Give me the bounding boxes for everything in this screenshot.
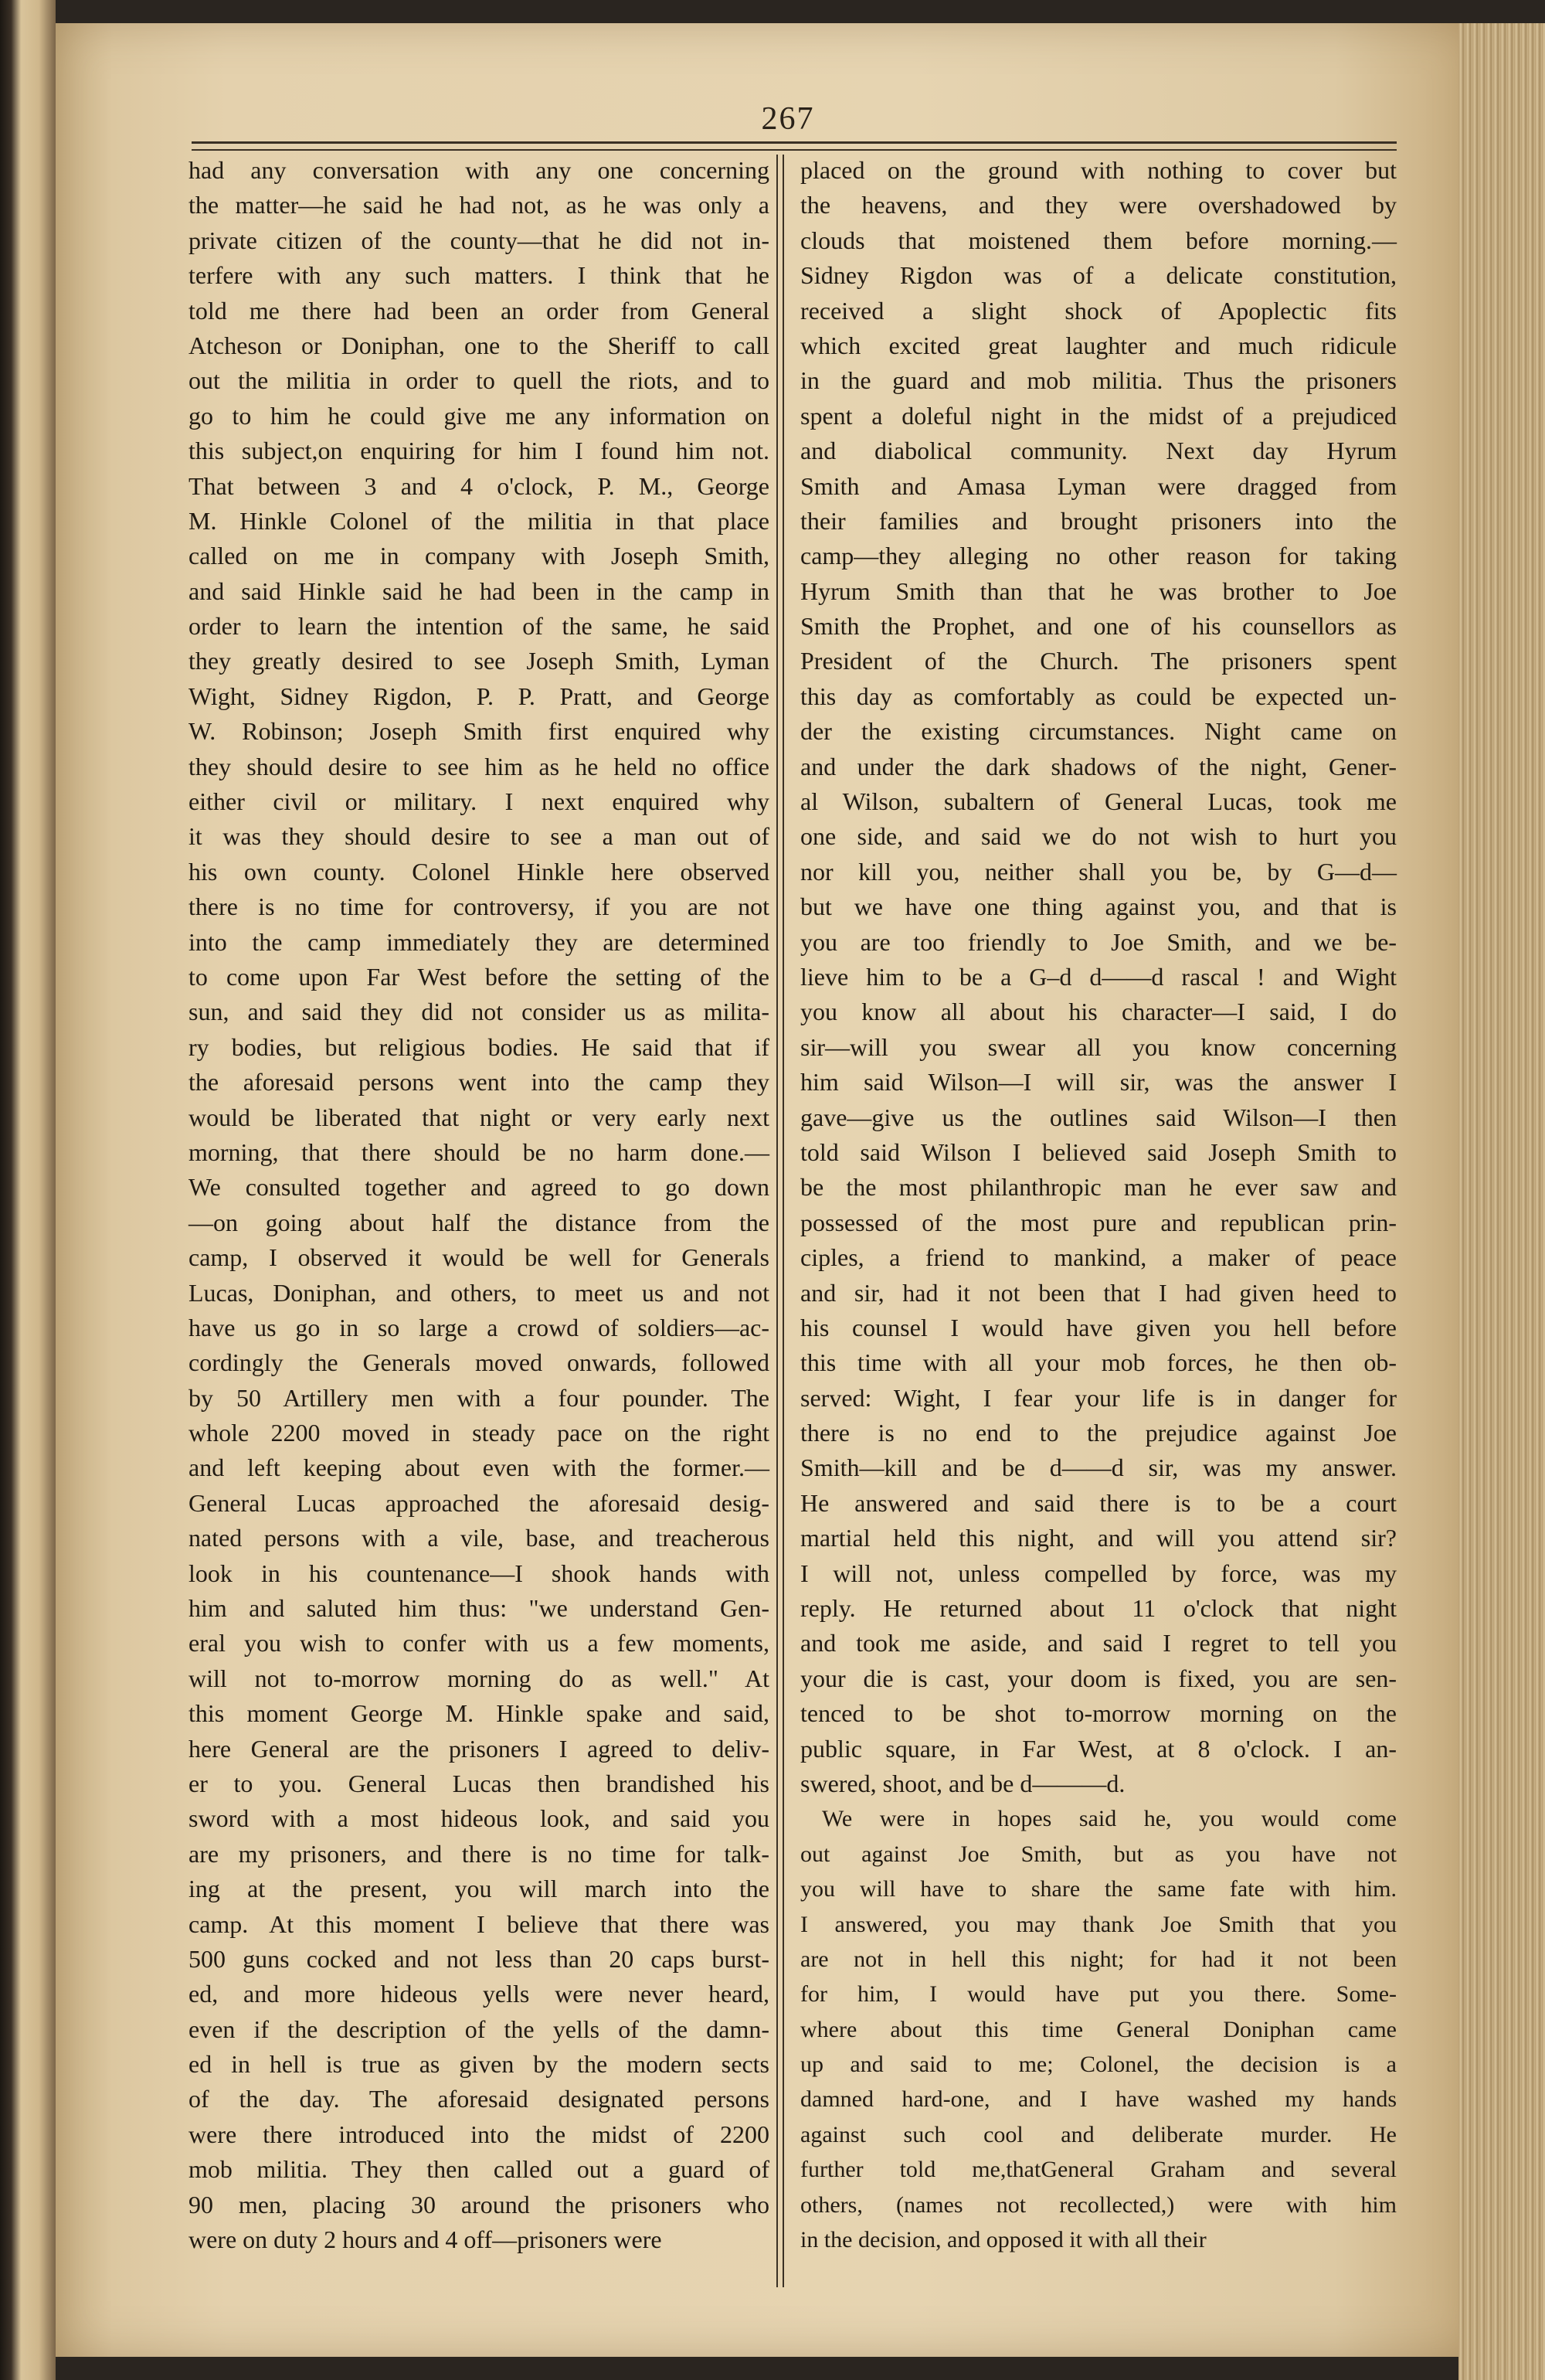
text-line: and took me aside, and said I regret to tell you (800, 1629, 1397, 1658)
text-line: nor kill you, neither shall you be, by G—d— (800, 857, 1397, 886)
text-line: would be liberated that night or very early next (188, 1103, 769, 1131)
text-line: either civil or military. I next enquired why (188, 787, 769, 816)
text-line: go to him he could give me any information on (188, 401, 769, 430)
text-line: possessed of the most pure and republican prin- (800, 1208, 1397, 1236)
text-line: M. Hinkle Colonel of the militia in that place (188, 506, 769, 535)
text-line: Smith—kill and be d——d sir, was my answer. (800, 1454, 1397, 1482)
text-line: camp. At this moment I believe that there was (188, 1909, 769, 1938)
text-line: I will not, unless compelled by force, was my (800, 1559, 1397, 1587)
text-line: out against Joe Smith, but as you have not (800, 1841, 1397, 1867)
text-line: ed in hell is true as given by the modern sects (188, 2050, 769, 2079)
text-line: you will have to share the same fate with him. (800, 1876, 1397, 1902)
text-line: gave—give us the outlines said Wilson—I then (800, 1103, 1397, 1131)
text-line: and sir, had it not been that I had given heed to (800, 1278, 1397, 1307)
text-line: his counsel I would have given you hell before (800, 1313, 1397, 1341)
text-line: told me there had been an order from General (188, 296, 769, 325)
text-line: Lucas, Doniphan, and others, to meet us and not (188, 1278, 769, 1307)
text-line: into the camp immediately they are determined (188, 927, 769, 956)
text-line: were on duty 2 hours and 4 off—prisoners were (188, 2225, 662, 2254)
text-line: for him, I would have put you there. Some- (800, 1981, 1397, 2008)
text-line: the matter—he said he had not, as he was only a (188, 191, 769, 219)
text-line: it was they should desire to see a man out of (188, 822, 769, 851)
text-line: where about this time General Doniphan came (800, 2016, 1397, 2042)
text-line: and under the dark shadows of the night, Gener- (800, 752, 1397, 780)
text-line: 90 men, placing 30 around the prisoners who (188, 2190, 769, 2218)
text-line: Atcheson or Doniphan, one to the Sheriff to call (188, 331, 769, 359)
text-line: swered, shoot, and be d———d. (800, 1769, 1126, 1797)
text-line: damned hard-one, and I have washed my hands (800, 2086, 1397, 2113)
text-line: der the existing circumstances. Night came on (800, 717, 1397, 746)
text-line: camp—they alleging no other reason for taking (800, 542, 1397, 570)
text-line: lieve him to be a G–d d——d rascal ! and Wight (800, 962, 1397, 991)
text-line: clouds that moistened them before morning.— (800, 226, 1397, 254)
text-line: were there introduced into the midst of 2200 (188, 2120, 769, 2148)
text-line: served: Wight, I fear your life is in danger for (800, 1383, 1397, 1412)
text-line: will not to-morrow morning do as well." At (188, 1664, 769, 1692)
page-edges-right (1458, 23, 1545, 2380)
text-line: against such cool and deliberate murder. He (800, 2121, 1397, 2147)
text-line: this subject,on enquiring for him I found him not. (188, 437, 769, 465)
text-line: martial held this night, and will you attend sir? (800, 1524, 1397, 1552)
text-line: by 50 Artillery men with a four pounder. The (188, 1383, 769, 1412)
text-line: received a slight shock of Apoplectic fits (800, 296, 1397, 325)
text-line: his own county. Colonel Hinkle here observed (188, 857, 769, 886)
right-column-text (800, 153, 1397, 2257)
book-gutter-left (0, 0, 56, 2380)
text-line: others, (names not recollected,) were with him (800, 2191, 1397, 2218)
text-line: I answered, you may thank Joe Smith that you (800, 1911, 1397, 1937)
text-line: reply. He returned about 11 o'clock that night (800, 1594, 1397, 1623)
text-line: be the most philanthropic man he ever saw and (800, 1173, 1397, 1202)
text-line: further told me,thatGeneral Graham and several (800, 2157, 1397, 2183)
text-line: tenced to be shot to-morrow morning on the (800, 1699, 1397, 1728)
text-line: General Lucas approached the aforesaid desig- (188, 1488, 769, 1517)
text-line: cordingly the Generals moved onwards, followed (188, 1348, 769, 1377)
text-line: ing at the present, you will march into the (188, 1875, 769, 1903)
text-line: spent a doleful night in the midst of a prejudiced (800, 401, 1397, 430)
text-line: to come upon Far West before the setting of the (188, 962, 769, 991)
text-line: are not in hell this night; for had it not been (800, 1946, 1397, 1972)
text-line: him and saluted him thus: "we understand Gen- (188, 1594, 769, 1623)
text-line: you know all about his character—I said, I do (800, 998, 1397, 1026)
text-line: President of the Church. The prisoners spent (800, 647, 1397, 675)
text-line: in the guard and mob militia. Thus the prisoners (800, 366, 1397, 395)
text-line: one side, and said we do not wish to hurt you (800, 822, 1397, 851)
text-line: him said Wilson—I will sir, was the answer I (800, 1068, 1397, 1096)
column-divider (776, 155, 784, 2287)
text-line: private citizen of the county—that he did not in- (188, 226, 769, 254)
text-line: morning, that there should be no harm done.— (188, 1137, 769, 1166)
text-line: sun, and said they did not consider us as milita- (188, 998, 769, 1026)
text-line: mob militia. They then called out a guard of (188, 2155, 769, 2184)
text-line: al Wilson, subaltern of General Lucas, took me (800, 787, 1397, 816)
text-line: they greatly desired to see Joseph Smith, Lyman (188, 647, 769, 675)
text-line: We consulted together and agreed to go down (188, 1173, 769, 1202)
text-line: He answered and said there is to be a court (800, 1488, 1397, 1517)
text-line: whole 2200 moved in steady pace on the right (188, 1419, 769, 1447)
text-line: had any conversation with any one concerning (188, 156, 769, 184)
text-line: eral you wish to confer with us a few moments, (188, 1629, 769, 1658)
text-line: this day as comfortably as could be expected un- (800, 682, 1397, 710)
text-line: your die is cast, your doom is fixed, you are sen- (800, 1664, 1397, 1692)
text-line: That between 3 and 4 o'clock, P. M., George (188, 471, 769, 500)
text-line: have us go in so large a crowd of soldiers—ac- (188, 1313, 769, 1341)
text-line: nated persons with a vile, base, and treacherous (188, 1524, 769, 1552)
text-line: called on me in company with Joseph Smith, (188, 542, 769, 570)
text-line: even if the description of the yells of the damn- (188, 2014, 769, 2043)
text-line: Smith the Prophet, and one of his counsellors as (800, 612, 1397, 641)
text-line: this time with all your mob forces, he then ob- (800, 1348, 1397, 1377)
text-line: W. Robinson; Joseph Smith first enquired why (188, 717, 769, 746)
text-line: er to you. General Lucas then brandished his (188, 1769, 769, 1797)
text-line: Wight, Sidney Rigdon, P. P. Pratt, and George (188, 682, 769, 710)
text-line: which excited great laughter and much ridicule (800, 331, 1397, 359)
text-line: terfere with any such matters. I think that he (188, 261, 769, 290)
text-line: the heavens, and they were overshadowed by (800, 191, 1397, 219)
text-line: public square, in Far West, at 8 o'clock. I an- (800, 1734, 1397, 1763)
text-line: We were in hopes said he, you would come (822, 1806, 1397, 1832)
text-line: are my prisoners, and there is no time for talk- (188, 1839, 769, 1868)
text-line: order to learn the intention of the same, he said (188, 612, 769, 641)
text-line: the aforesaid persons went into the camp they (188, 1068, 769, 1096)
text-line: there is no time for controversy, if you are not (188, 892, 769, 921)
text-line: ciples, a friend to mankind, a maker of peace (800, 1243, 1397, 1272)
text-line: Sidney Rigdon was of a delicate constitution, (800, 261, 1397, 290)
text-line: ry bodies, but religious bodies. He said that if (188, 1032, 769, 1061)
page-number: 267 (761, 101, 815, 137)
header-rule (192, 141, 1397, 151)
text-line: their families and brought prisoners into the (800, 506, 1397, 535)
text-line: in the decision, and opposed it with all their (800, 2227, 1207, 2253)
text-line: and said Hinkle said he had been in the camp in (188, 576, 769, 605)
text-line: there is no end to the prejudice against Joe (800, 1419, 1397, 1447)
text-line: Smith and Amasa Lyman were dragged from (800, 471, 1397, 500)
text-line: 500 guns cocked and not less than 20 caps burst- (188, 1944, 769, 1973)
text-line: up and said to me; Colonel, the decision is a (800, 2052, 1397, 2078)
text-line: camp, I observed it would be well for Generals (188, 1243, 769, 1272)
text-line: sword with a most hideous look, and said you (188, 1804, 769, 1833)
text-line: sir—will you swear all you know concerning (800, 1032, 1397, 1061)
text-line: look in his countenance—I shook hands with (188, 1559, 769, 1587)
text-line: they should desire to see him as he held no office (188, 752, 769, 780)
text-line: of the day. The aforesaid designated persons (188, 2085, 769, 2113)
text-line: —on going about half the distance from the (188, 1208, 769, 1236)
text-line: here General are the prisoners I agreed to deliv- (188, 1734, 769, 1763)
text-line: but we have one thing against you, and that is (800, 892, 1397, 921)
text-line: you are too friendly to Joe Smith, and we be- (800, 927, 1397, 956)
text-line: ed, and more hideous yells were never heard, (188, 1980, 769, 2008)
text-line: out the militia in order to quell the riots, and to (188, 366, 769, 395)
text-line: told said Wilson I believed said Joseph Smith to (800, 1137, 1397, 1166)
text-line: placed on the ground with nothing to cover but (800, 156, 1397, 184)
text-line: this moment George M. Hinkle spake and said, (188, 1699, 769, 1728)
text-line: and left keeping about even with the former.— (188, 1454, 769, 1482)
text-line: Hyrum Smith than that he was brother to Joe (800, 576, 1397, 605)
text-line: and diabolical community. Next day Hyrum (800, 437, 1397, 465)
left-column-text (188, 153, 769, 2257)
